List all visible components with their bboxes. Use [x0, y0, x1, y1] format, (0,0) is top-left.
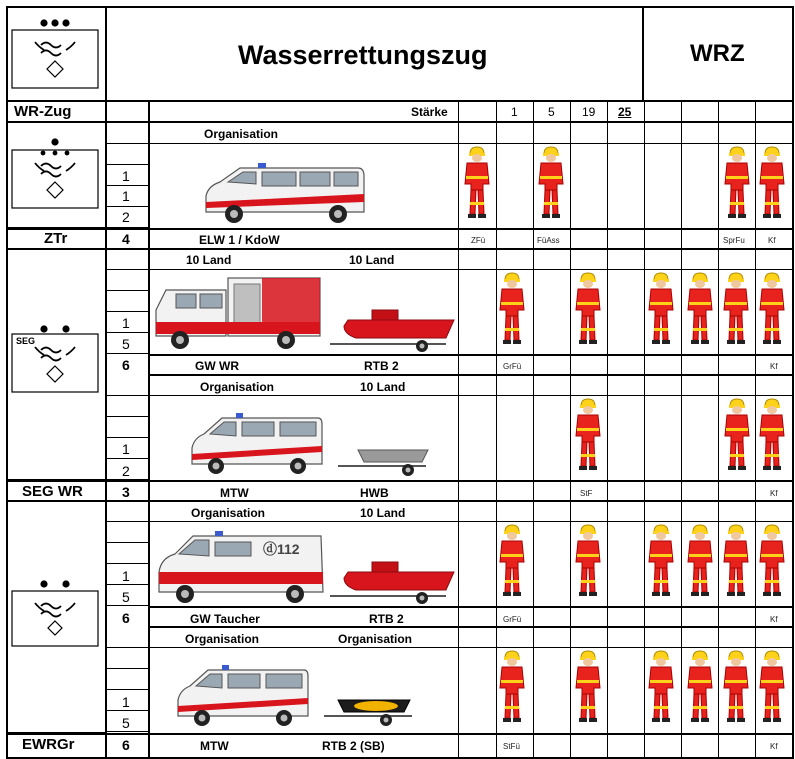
- firefighter-icon: [723, 146, 751, 220]
- role-label: Kf: [770, 615, 778, 624]
- strength-number: 5: [122, 589, 130, 605]
- role-label: Kf: [770, 489, 778, 498]
- grid-line: [105, 206, 148, 207]
- grid-line: [642, 6, 644, 100]
- org-label: Organisation: [200, 380, 275, 394]
- grid-line: [6, 732, 105, 733]
- firefighter-icon: [647, 650, 675, 724]
- seg-sign-label: SEG: [16, 336, 36, 346]
- firefighter-icon: [686, 650, 714, 724]
- grid-line: [607, 100, 608, 759]
- grid-line: [533, 100, 534, 759]
- firefighter-icon: [722, 650, 750, 724]
- firefighter-icon: [537, 146, 565, 220]
- vehicle-label: ELW 1 / KdoW: [199, 233, 280, 247]
- grid-line: [148, 395, 794, 396]
- grid-line: [6, 248, 794, 250]
- vehicle-label: RTB 2: [369, 612, 404, 626]
- grid-line: [6, 100, 794, 102]
- section-total: 6: [122, 357, 130, 373]
- vehicle-label: GW Taucher: [190, 612, 260, 626]
- strength-total: 25: [618, 105, 632, 119]
- firefighter-icon: [758, 524, 786, 598]
- org-label: 10 Land: [360, 380, 406, 394]
- firefighter-icon: [647, 272, 675, 346]
- grid-line: [148, 626, 794, 628]
- grid-line: [6, 6, 8, 759]
- grid-line: [105, 353, 148, 354]
- grid-line: [148, 143, 794, 144]
- grid-line: [105, 458, 148, 459]
- sb-trailer-icon: [322, 694, 418, 728]
- grid-line: [6, 6, 794, 8]
- org-label: Organisation: [191, 506, 266, 520]
- grid-line: [718, 100, 719, 759]
- grid-line: [148, 647, 794, 648]
- firefighter-icon: [574, 398, 602, 472]
- grid-line: [6, 228, 794, 230]
- grid-line: [6, 121, 794, 123]
- rescue-truck-icon: [154, 276, 324, 352]
- firefighter-icon: [463, 146, 491, 220]
- strength-crew: 19: [582, 105, 596, 119]
- boat-trailer-icon: [326, 560, 458, 606]
- role-label: SprFu: [723, 236, 745, 245]
- org-label: 10 Land: [186, 253, 232, 267]
- strength-number: 1: [122, 315, 130, 331]
- firefighter-icon: [574, 650, 602, 724]
- firefighter-icon: [574, 272, 602, 346]
- strength-number: 5: [122, 715, 130, 731]
- strength-number: 1: [122, 168, 130, 184]
- grid-line: [148, 100, 150, 759]
- firefighter-icon: [498, 524, 526, 598]
- vehicle-label: HWB: [360, 486, 389, 500]
- firefighter-icon: [723, 398, 751, 472]
- grid-line: [105, 689, 148, 690]
- vehicle-label: RTB 2 (SB): [322, 739, 385, 753]
- vehicle-label: RTB 2: [364, 359, 399, 373]
- section-total: 4: [122, 231, 130, 247]
- firefighter-icon: [686, 524, 714, 598]
- van-icon: [172, 662, 312, 728]
- strength-leaders: 1: [511, 105, 518, 119]
- strength-number: 5: [122, 336, 130, 352]
- grid-line: [6, 500, 794, 502]
- water-rescue-sign-icon: [10, 322, 100, 396]
- unit-abbreviation: WRZ: [690, 40, 745, 67]
- grid-line: [105, 437, 148, 438]
- firefighter-icon: [722, 524, 750, 598]
- org-label: 10 Land: [360, 506, 406, 520]
- firefighter-icon: [758, 398, 786, 472]
- role-label: Kf: [770, 362, 778, 371]
- firefighter-icon: [574, 524, 602, 598]
- org-label: 10 Land: [349, 253, 395, 267]
- strength-number: 1: [122, 568, 130, 584]
- grid-line: [105, 647, 148, 648]
- grid-line: [6, 227, 105, 228]
- grid-line: [148, 521, 794, 522]
- section-total: 6: [122, 610, 130, 626]
- strength-number: 1: [122, 188, 130, 204]
- firefighter-icon: [722, 272, 750, 346]
- grid-line: [105, 584, 148, 585]
- grid-line: [105, 143, 148, 144]
- org-label: Organisation: [185, 632, 260, 646]
- grid-line: [148, 269, 794, 270]
- section-name: ZTr: [44, 230, 68, 247]
- water-rescue-sign-icon: [10, 575, 100, 649]
- grid-line: [105, 563, 148, 564]
- grid-line: [105, 311, 148, 312]
- grid-line: [681, 100, 682, 759]
- boat-trailer-icon: [336, 446, 432, 480]
- role-label: StF: [580, 489, 593, 498]
- grid-line: [148, 606, 794, 608]
- water-rescue-sign-icon: [10, 138, 100, 212]
- grid-line: [105, 731, 148, 732]
- role-label: GrFü: [503, 362, 522, 371]
- grid-line: [496, 100, 497, 759]
- role-label: Kf: [770, 742, 778, 751]
- strength-number: 1: [122, 694, 130, 710]
- firefighter-icon: [758, 650, 786, 724]
- grid-line: [148, 354, 794, 356]
- firefighter-icon: [686, 272, 714, 346]
- grid-line: [755, 100, 756, 759]
- strength-number: 2: [122, 209, 130, 225]
- role-label: Kf: [768, 236, 776, 245]
- role-label: GrFü: [503, 615, 522, 624]
- grid-line: [6, 480, 794, 482]
- firefighter-icon: [758, 146, 786, 220]
- unit-label: WR-Zug: [14, 103, 72, 120]
- section-total: 6: [122, 737, 130, 753]
- org-label: Organisation: [204, 127, 279, 141]
- grid-line: [105, 269, 148, 270]
- grid-line: [105, 290, 148, 291]
- org-label: Organisation: [338, 632, 413, 646]
- vehicle-label: GW WR: [195, 359, 239, 373]
- grid-line: [458, 100, 459, 759]
- water-rescue-sign-icon: [10, 18, 100, 92]
- grid-line: [105, 542, 148, 543]
- section-name: SEG WR: [22, 483, 83, 500]
- strength-number: 2: [122, 463, 130, 479]
- grid-line: [105, 710, 148, 711]
- role-label: FüAss: [537, 236, 560, 245]
- grid-line: [105, 605, 148, 606]
- boat-trailer-icon: [326, 306, 458, 354]
- vehicle-label: MTW: [200, 739, 229, 753]
- strength-label: Stärke: [411, 105, 448, 119]
- grid-line: [105, 332, 148, 333]
- command-van-icon: [198, 160, 368, 226]
- grid-line: [6, 479, 105, 480]
- grid-line: [105, 6, 107, 100]
- grid-line: [105, 521, 148, 522]
- grid-line: [105, 100, 107, 759]
- section-name: EWRGr: [22, 736, 75, 753]
- dive-van-icon: [155, 528, 327, 604]
- page-title: Wasserrettungszug: [238, 40, 488, 70]
- svg-text:ⓓ112: ⓓ112: [263, 541, 300, 557]
- grid-line: [105, 164, 148, 165]
- firefighter-icon: [498, 650, 526, 724]
- firefighter-icon: [647, 524, 675, 598]
- grid-line: [105, 668, 148, 669]
- role-label: ZFü: [471, 236, 486, 245]
- firefighter-icon: [758, 272, 786, 346]
- grid-line: [148, 374, 794, 376]
- section-total: 3: [122, 484, 130, 500]
- grid-line: [570, 100, 571, 759]
- van-icon: [186, 410, 326, 476]
- firefighter-icon: [498, 272, 526, 346]
- grid-line: [6, 733, 794, 735]
- strength-subleaders: 5: [548, 105, 555, 119]
- grid-line: [644, 100, 645, 759]
- grid-line: [105, 416, 148, 417]
- role-label: StFü: [503, 742, 520, 751]
- grid-line: [105, 185, 148, 186]
- vehicle-label: MTW: [220, 486, 249, 500]
- grid-line: [105, 395, 148, 396]
- strength-number: 1: [122, 441, 130, 457]
